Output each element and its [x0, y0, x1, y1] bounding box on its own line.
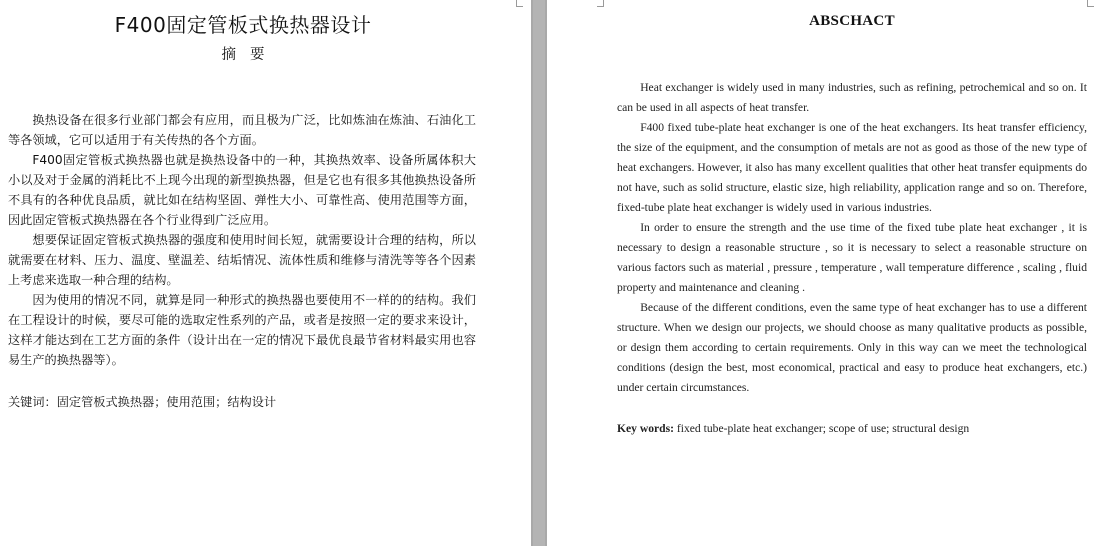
- crop-mark: [516, 6, 523, 7]
- paragraph: F400 fixed tube-plate heat exchanger is one of the heat exchangers. Its heat transfer efficiency, the size of the equipment, and the consumption of metals are not as good as those of the new type of heat exchangers. However, it also has many excellent qualities that other heat transfer equipments do not have, such as solid structure, elastic size, high reliability, application range and so on. Therefore, fixed-tube plate heat exchanger is widely used in various industries.: [617, 121, 1087, 214]
- keywords-cn: 关键词：固定管板式换热器；使用范围；结构设计: [8, 395, 277, 409]
- paragraph: In order to ensure the strength and the use time of the fixed tube plate heat exchanger , it is necessary to design a reasonable structure , so it is necessary to select a reasonable structure on various factors such as material , pressure , temperature , wall temperature difference , scaling , fluid property and maintenance and cleaning .: [617, 221, 1087, 294]
- keywords-text: fixed tube-plate heat exchanger; scope of use; structural design: [676, 422, 970, 435]
- paragraph: 因为使用的情况不同，就算是同一种形式的换热器也要使用不一样的的结构。我们在工程设计的时候，要尽可能的选取定性系列的产品，或者是按照一定的要求来设计，这样才能达到在工艺方面的条件（设计出在一定的情况下最优良最节省材料最实用也容易生产的换热器等）。: [8, 293, 476, 367]
- scroll-divider: [533, 0, 545, 546]
- paragraph: Heat exchanger is widely used in many industries, such as refining, petrochemical and so on. It can be used in all aspects of heat transfer.: [617, 81, 1087, 114]
- paragraph: 想要保证固定管板式换热器的强度和使用时间长短，就需要设计合理的结构，所以就需要在材料、压力、温度、壁温差、结垢情况、流体性质和维修与清洗等等各个因素上考虑来选取一种合理的结构。: [8, 233, 476, 287]
- abstract-title-en: ABSCHACT: [809, 13, 895, 29]
- paragraph: F400固定管板式换热器也就是换热设备中的一种，其换热效率、设备所属体积大小以及对于金属的消耗比不上现今出现的新型换热器，但是它也有很多其他换热设备所不具有的各种优良品质，就比如在结构坚固、弹性大小、可靠性高、使用范围等方面，因此固定管板式换热器在各个行业得到广泛应用。: [8, 153, 476, 227]
- paragraph: Because of the different conditions, even the same type of heat exchanger has to use a different structure. When we design our projects, we should choose as many qualitative products as possible, or design them according to certain requirements. Only in this way can we meet the technological conditions (design the best, most economical, practical and easy to produce heat exchangers, etc.) under certain circumstances.: [617, 301, 1087, 394]
- keywords-en: [617, 419, 1087, 439]
- abstract-heading: 摘要: [221, 47, 279, 63]
- abstract-body-cn: [8, 110, 476, 370]
- left-page: [0, 0, 531, 546]
- page-title: F400固定管板式换热器设计: [114, 13, 372, 37]
- crop-mark: [1087, 6, 1094, 7]
- abstract-body-en: [617, 78, 1087, 398]
- crop-mark: [597, 6, 604, 7]
- keywords-label: Key words:: [617, 422, 674, 435]
- paragraph: 换热设备在很多行业部门都会有应用，而且极为广泛，比如炼油在炼油、石油化工等各领域，它可以适用于有关传热的各个方面。: [8, 113, 476, 147]
- right-page: [547, 0, 1111, 546]
